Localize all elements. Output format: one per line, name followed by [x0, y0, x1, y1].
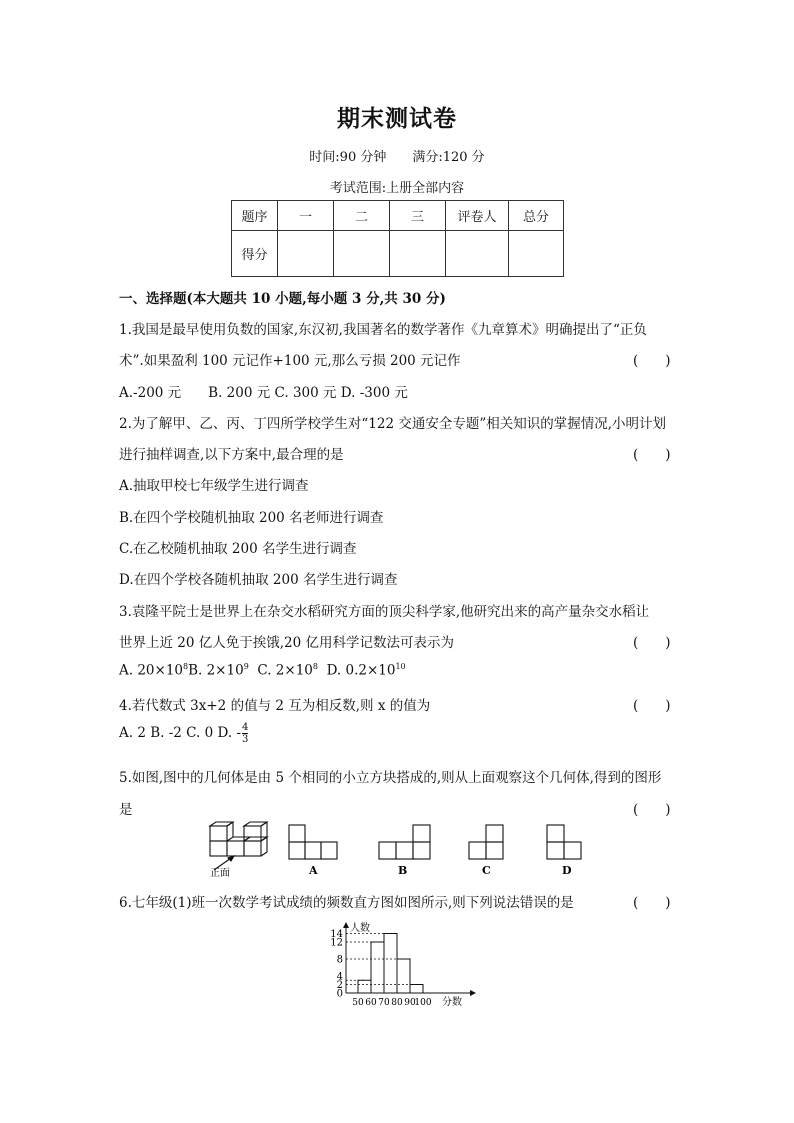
q3-option-a-exp: 8	[183, 662, 189, 671]
solid-figure	[210, 822, 267, 870]
q5-line2: 是	[119, 802, 133, 818]
score-table	[231, 200, 564, 277]
option-b-label: B	[398, 864, 408, 877]
q1-line2: 术”.如果盈利 100 元记作+100 元,那么亏损 200 元记作	[119, 353, 461, 369]
q1-line1: 1.我国是最早使用负数的国家,东汉初,我国著名的数学著作《九章算术》明确提出了“正负	[119, 322, 647, 338]
answer-paren: ( )	[633, 698, 671, 714]
x-tick-label: 100	[414, 998, 432, 1008]
answer-paren: ( )	[633, 353, 671, 369]
x-tick-label: 60	[365, 998, 377, 1008]
y-tick-label: 8	[336, 954, 343, 966]
option-c-shape	[469, 825, 503, 859]
histogram-bar	[397, 959, 410, 993]
q2-option-d: D.在四个学校各随机抽取 200 名学生进行调查	[119, 572, 398, 588]
exam-title: 期末测试卷	[337, 105, 457, 132]
x-axis-arrow	[470, 990, 476, 996]
option-b-shape	[379, 825, 430, 859]
y-tick-labels	[330, 929, 343, 1000]
header-cell: 三	[390, 201, 446, 231]
q4-options-text: A. 2 B. -2 C. 0 D. -	[119, 725, 241, 741]
q2-line1: 2.为了解甲、乙、丙、丁四所学校学生对“122 交通安全专题”相关知识的掌握情况,小明计划	[119, 416, 667, 432]
y-tick-label: 14	[330, 929, 343, 940]
answer-paren: ( )	[633, 635, 671, 651]
x-tick-label: 50	[352, 998, 364, 1008]
answer-paren: ( )	[633, 802, 671, 818]
histogram-bar	[358, 980, 371, 993]
histogram-bars	[358, 934, 423, 994]
q3-option-d: D. 0.2×10	[326, 662, 396, 679]
histogram-bar	[410, 985, 423, 994]
y-axis-label: 人数	[350, 923, 370, 934]
score-input-cell[interactable]	[390, 231, 446, 277]
q6-line1: 6.七年级(1)班一次数学考试成绩的频数直方图如图所示,则下列说法错误的是	[119, 895, 574, 911]
y-tick-label: 0	[336, 988, 343, 1000]
q3-option-c: C. 2×10	[257, 662, 313, 679]
x-tick-label: 70	[378, 998, 390, 1008]
histogram-bar	[371, 942, 384, 993]
q3-line1: 3.袁隆平院士是世界上在杂交水稻研究方面的顶尖科学家,他研究出来的高产量杂交水稻让	[119, 604, 650, 620]
q4-line1: 4.若代数式 3x+2 的值与 2 互为相反数,则 x 的值为	[119, 698, 431, 714]
q4-options	[119, 722, 248, 745]
q3-option-c-exp: 8	[312, 662, 318, 671]
header-cell: 二	[334, 201, 390, 231]
header-cell: 题序	[232, 201, 278, 231]
q3-option-a: A. 20×10	[119, 662, 183, 679]
answer-paren: ( )	[633, 895, 671, 911]
q3-line2: 世界上近 20 亿人免于挨饿,20 亿用科学记数法可表示为	[119, 635, 455, 651]
score-label-cell: 得分	[232, 231, 278, 277]
front-label: 正面	[210, 868, 230, 879]
q2-line2: 进行抽样调查,以下方案中,最合理的是	[119, 447, 344, 463]
y-tick-label: 2	[336, 980, 343, 991]
header-cell: 评卷人	[446, 201, 509, 231]
x-tick-labels	[352, 998, 432, 1008]
score-input-cell[interactable]	[446, 231, 509, 277]
q5-figure	[200, 818, 600, 880]
y-axis-arrow	[343, 922, 349, 928]
q3-option-d-exp: 10	[395, 662, 406, 671]
q3-options	[119, 662, 406, 679]
x-axis-label: 分数	[442, 997, 462, 1008]
q5-line1: 5.如图,图中的几何体是由 5 个相同的小立方块搭成的,则从上面观察这个几何体,得到的图形	[119, 770, 662, 786]
histogram-bar	[384, 934, 397, 994]
exam-scope: 考试范围:上册全部内容	[329, 181, 465, 196]
x-tick-label: 80	[391, 998, 403, 1008]
q2-option-c: C.在乙校随机抽取 200 名学生进行调查	[119, 541, 357, 557]
q1-options: A.-200 元 B. 200 元 C. 300 元 D. -300 元	[119, 385, 408, 401]
header-cell: 一	[278, 201, 334, 231]
score-input-cell[interactable]	[334, 231, 390, 277]
histogram-chart	[320, 918, 490, 1010]
option-d-label: D	[562, 864, 572, 877]
option-d-shape	[547, 825, 581, 859]
y-tick-label: 12	[330, 937, 343, 949]
q3-option-b-exp: 9	[243, 662, 249, 671]
header-cell: 总分	[509, 201, 564, 231]
option-c-label: C	[482, 864, 491, 877]
fraction-numerator: 4	[241, 722, 249, 733]
time-info: 时间:90 分钟 满分:120 分	[309, 150, 485, 165]
section-heading: 一、选择题(本大题共 10 小题,每小题 3 分,共 30 分)	[119, 291, 446, 307]
x-tick-label: 90	[404, 998, 416, 1008]
q3-option-b: B. 2×10	[188, 662, 244, 679]
fraction	[242, 722, 248, 745]
answer-paren: ( )	[633, 447, 671, 463]
score-input-cell[interactable]	[278, 231, 334, 277]
y-tick-label: 4	[336, 971, 343, 983]
option-a-label: A	[309, 864, 318, 877]
option-a-shape	[289, 825, 337, 859]
fraction-denominator: 3	[241, 734, 249, 745]
score-input-cell[interactable]	[509, 231, 564, 277]
q2-option-b: B.在四个学校随机抽取 200 名老师进行调查	[119, 510, 384, 526]
q2-option-a: A.抽取甲校七年级学生进行调查	[119, 478, 309, 494]
